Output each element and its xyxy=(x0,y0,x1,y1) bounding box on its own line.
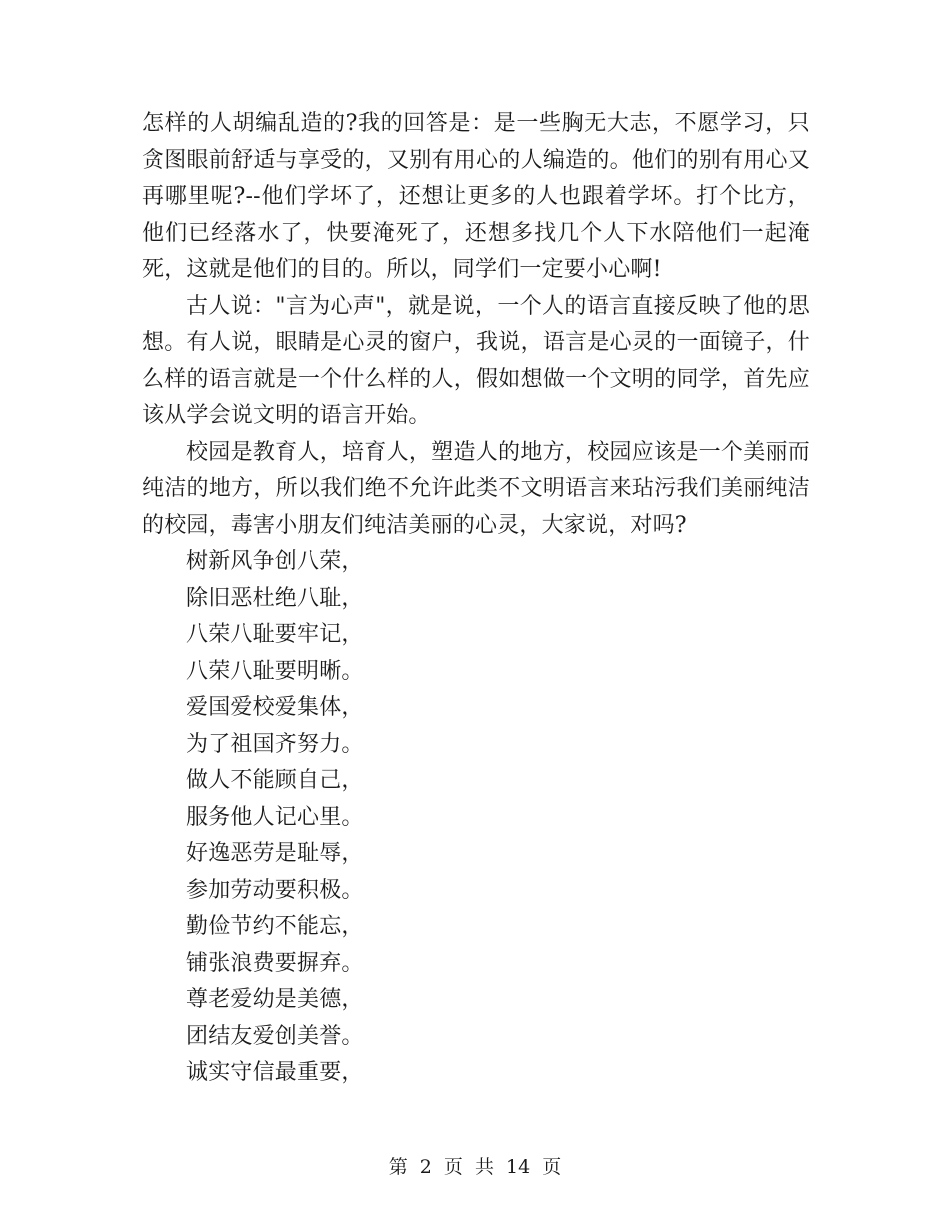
poem-line: 八荣八耻要牢记， xyxy=(186,622,364,647)
poem-line: 为了祖国齐努力。 xyxy=(186,731,364,757)
poem-line: 除旧恶杜绝八耻， xyxy=(186,585,364,611)
poem-line: 诚实守信最重要， xyxy=(186,1060,364,1085)
poem-line: 树新风争创八荣， xyxy=(186,549,364,574)
poem-line: 铺张浪费要摒弃。 xyxy=(186,950,364,976)
poem-line: 团结友爱创美誉。 xyxy=(186,1023,364,1049)
poem-line: 爱国爱校爱集体， xyxy=(186,695,364,720)
paragraph-2: 古人说："言为心声"，就是说，一个人的语言直接反映了他的思想。有人说，眼睛是心灵的窗户，我说，语言是心灵的一面镜子，什么样的语言就是一个什么样的人，假如想做一个文明的同学，首先应该从学会说文明的语言开始。 xyxy=(142,293,810,428)
poem-line: 好逸恶劳是耻辱， xyxy=(186,841,364,866)
poem-line: 八荣八耻要明晰。 xyxy=(186,658,364,684)
poem-line: 尊老爱幼是美德， xyxy=(186,987,364,1012)
poem-line: 勤俭节约不能忘， xyxy=(186,914,364,939)
poem xyxy=(142,544,810,1092)
paragraph-3: 校园是教育人，培育人，塑造人的地方，校园应该是一个美丽而纯洁的地方，所以我们绝不允许此类不文明语言来玷污我们美丽纯洁的校园，毒害小朋友们纯洁美丽的心灵，大家说，对吗? xyxy=(142,439,810,538)
poem-line: 服务他人记心里。 xyxy=(186,804,364,830)
poem-line: 参加劳动要积极。 xyxy=(186,877,364,903)
page-number-footer: 第 2 页 共 14 页 xyxy=(388,1156,562,1178)
document-body xyxy=(142,106,810,1092)
paragraph-1: 怎样的人胡编乱造的?我的回答是：是一些胸无大志，不愿学习，只贪图眼前舒适与享受的，又别有用心的人编造的。他们的别有用心又再哪里呢?--他们学坏了，还想让更多的人也跟着学坏。打个比方，他们已经落水了，快要淹死了，还想多找几个人下水陪他们一起淹死，这就是他们的目的。所以，同学们一定要小心啊! xyxy=(142,111,810,282)
poem-line: 做人不能顾自己， xyxy=(186,768,364,793)
